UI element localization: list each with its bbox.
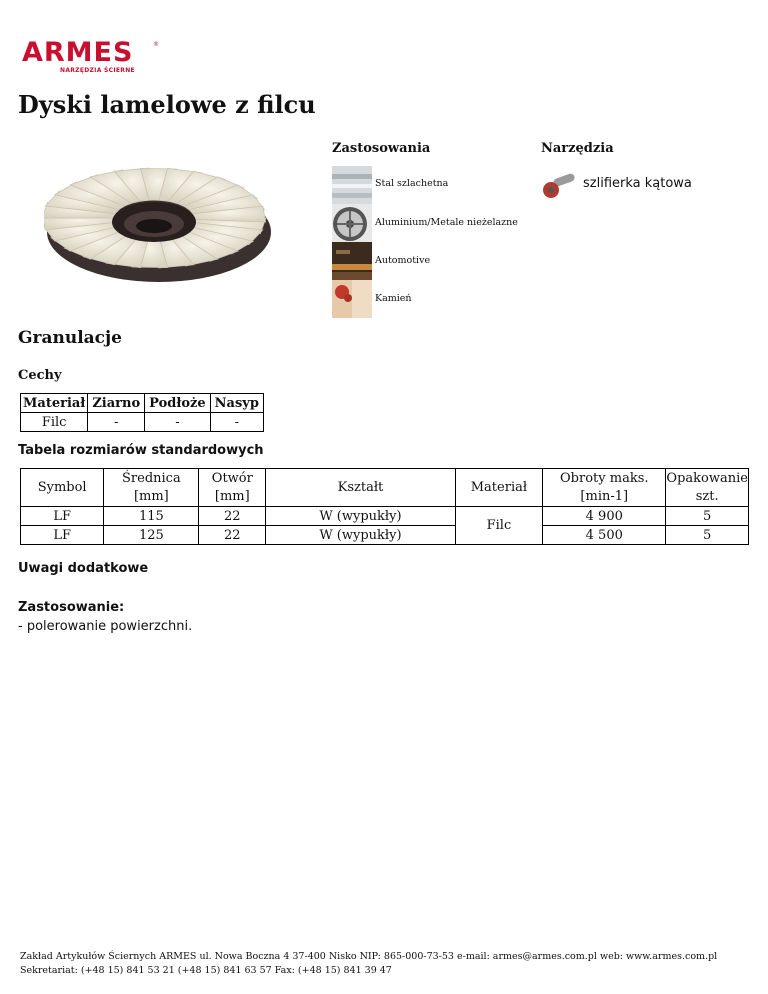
sizes-cell-symbol: LF	[21, 526, 104, 545]
sizes-header-material: Materiał	[455, 469, 542, 507]
sizes-cell-diameter: 125	[104, 526, 199, 545]
features-heading: Cechy	[18, 368, 62, 383]
notes-subheading: Zastosowanie:	[18, 600, 125, 615]
table-row	[21, 526, 749, 545]
sizes-cell-packaging: 5	[666, 507, 749, 526]
sizes-cell-packaging: 5	[666, 526, 749, 545]
application-label: Stal szlachetna	[375, 178, 449, 189]
automotive-icon	[332, 242, 372, 280]
features-col-header: Ziarno	[88, 394, 145, 413]
application-item	[332, 280, 632, 318]
stainless-steel-icon	[332, 166, 372, 204]
stone-icon	[332, 280, 372, 318]
sizes-table	[20, 468, 749, 545]
sizes-cell-speed: 4 500	[543, 526, 666, 545]
features-table	[20, 393, 264, 432]
sizes-header-hole: Otwór	[199, 469, 266, 488]
applications-heading: Zastosowania	[332, 141, 431, 156]
sizes-cell-shape: W (wypukły)	[266, 507, 456, 526]
features-cell: -	[145, 413, 211, 432]
logo-text: ARMES	[22, 37, 134, 68]
logo-subtitle: NARZĘDZIA ŚCIERNE	[60, 67, 135, 74]
sizes-heading: Tabela rozmiarów standardowych	[18, 443, 264, 458]
product-image	[44, 160, 274, 285]
aluminium-wheel-icon	[332, 204, 372, 242]
sizes-header-packaging: Opakowanie	[666, 469, 749, 488]
sizes-cell-hole: 22	[199, 507, 266, 526]
sizes-header-diameter: Średnica	[104, 469, 199, 488]
sizes-cell-hole: 22	[199, 526, 266, 545]
features-col-header: Materiał	[21, 394, 88, 413]
features-cell: -	[210, 413, 263, 432]
notes-line: - polerowanie powierzchni.	[18, 619, 193, 634]
application-label: Kamień	[375, 293, 412, 304]
angle-grinder-icon	[541, 170, 577, 200]
sizes-cell-material: Filc	[455, 507, 542, 545]
brand-logo	[22, 38, 162, 78]
features-cell: Filc	[21, 413, 88, 432]
sizes-cell-symbol: LF	[21, 507, 104, 526]
logo-registered-mark: ®	[153, 41, 159, 48]
application-item	[332, 204, 632, 242]
tool-label: szlifierka kątowa	[583, 176, 692, 191]
sizes-header-speed-unit: [min-1]	[543, 488, 666, 507]
sizes-header-diameter-unit: [mm]	[104, 488, 199, 507]
features-col-header: Nasyp	[210, 394, 263, 413]
application-label: Automotive	[375, 255, 431, 266]
footer	[20, 950, 717, 978]
features-cell: -	[88, 413, 145, 432]
sizes-header-shape: Kształt	[266, 469, 456, 507]
granulation-heading: Granulacje	[18, 328, 123, 348]
sizes-cell-diameter: 115	[104, 507, 199, 526]
application-item	[332, 242, 632, 280]
sizes-header-speed: Obroty maks.	[543, 469, 666, 488]
sizes-cell-speed: 4 900	[543, 507, 666, 526]
footer-line: Sekretariat: (+48 15) 841 53 21 (+48 15) 841 63 57 Fax: (+48 15) 841 39 47	[20, 965, 392, 976]
sizes-header-symbol: Symbol	[21, 469, 104, 507]
application-label: Aluminium/Metale nieżelazne	[375, 217, 518, 228]
sizes-cell-shape: W (wypukły)	[266, 526, 456, 545]
tool-item	[541, 170, 741, 200]
features-col-header: Podłoże	[145, 394, 211, 413]
table-row	[21, 507, 749, 526]
sizes-header-hole-unit: [mm]	[199, 488, 266, 507]
page-title: Dyski lamelowe z filcu	[18, 90, 316, 119]
tools-heading: Narzędzia	[541, 141, 614, 156]
notes-heading: Uwagi dodatkowe	[18, 561, 149, 576]
sizes-header-packaging-unit: szt.	[666, 488, 749, 507]
footer-line: Zakład Artykułów Ściernych ARMES ul. Nowa Boczna 4 37-400 Nisko NIP: 865-000-73-53 e-mail: armes@armes.com.pl web: www.armes.com.pl	[20, 951, 718, 962]
